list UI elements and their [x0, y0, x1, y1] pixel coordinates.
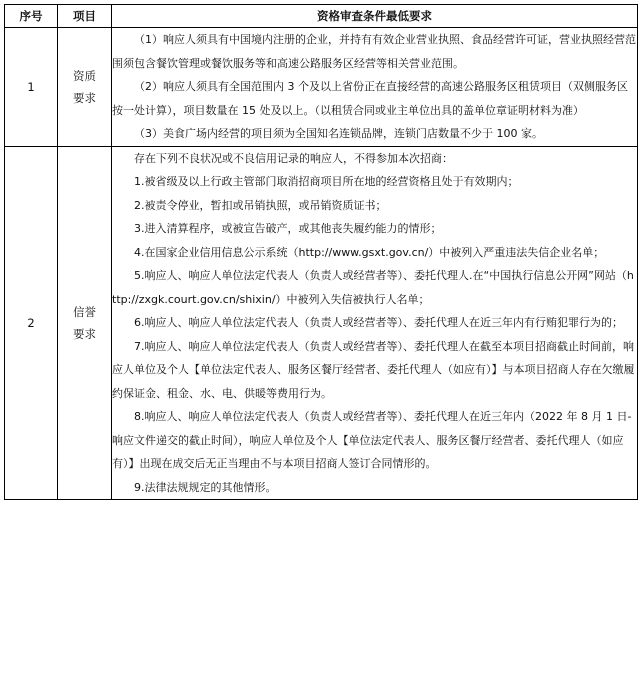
table-row [5, 28, 638, 147]
requirement-paragraph: 9.法律法规规定的其他情形。 [134, 480, 277, 494]
requirement-paragraph: 2.被责令停业，暂扣或吊销执照，或吊销资质证书； [134, 198, 387, 212]
requirement-paragraph: 1.被省级及以上行政主管部门取消招商项目所在地的经营资格且处于有效期内； [134, 175, 519, 188]
qualification-requirements-table [4, 4, 638, 500]
requirement-paragraph: （3）美食广场内经营的项目须为全国知名连锁品牌，连锁门店数量不少于 100 家。 [134, 127, 543, 140]
row-requirements [112, 146, 638, 500]
row-item [58, 28, 112, 147]
requirement-paragraph: 4.在国家企业信用信息公示系统（http://www.gsxt.gov.cn/）中被列入严重违法失信企业名单； [134, 245, 605, 259]
requirement-paragraph: 6.响应人、响应人单位法定代表人（负责人或经营者等）、委托代理人在近三年内有行贿犯罪行为的； [134, 316, 623, 329]
header-requirements: 资格审查条件最低要求 [112, 5, 638, 28]
requirement-paragraph: （2）响应人须具有全国范围内 3 个及以上省份正在直接经营的高速公路服务区租赁项目（双侧服务区按一处计算），项目数量在 15 处及以上。（以租赁合同或业主单位出具的盖单位章证明材料为准） [112, 80, 628, 117]
header-item: 项目 [58, 5, 112, 28]
row-seq: 2 [5, 146, 58, 500]
table-row [5, 146, 638, 500]
row-requirements [112, 28, 638, 147]
requirement-paragraph: （1）响应人须具有中国境内注册的企业，并持有有效企业营业执照、食品经营许可证，营业执照经营范围须包含餐饮管理或餐饮服务等和高速公路服务区经营等相关营业范围。 [112, 33, 636, 70]
row-item-label: 信誉要求 [73, 304, 96, 341]
header-seq: 序号 [5, 5, 58, 28]
requirement-paragraph: 7.响应人、响应人单位法定代表人（负责人或经营者等）、委托代理人在截至本项目招商截止时间前，响应人单位及个人【单位法定代表人、服务区餐厅经营者、委托代理人（如应有）】与本项目招商人存在欠缴履约保证金、租金、水、电、供暖等费用行为。 [112, 339, 635, 400]
requirement-paragraph: 存在下列不良状况或不良信用记录的响应人，不得参加本次招商： [134, 151, 453, 165]
row-item [58, 146, 112, 500]
requirement-paragraph: 3.进入清算程序，或被宣告破产，或其他丧失履约能力的情形； [134, 222, 442, 235]
table-header-row [5, 5, 638, 28]
requirement-paragraph: 8.响应人、响应人单位法定代表人（负责人或经营者等）、委托代理人在近三年内（2022 年 8 月 1 日-响应文件递交的截止时间），响应人单位及个人【单位法定代表人、服务区餐厅经营者、委托代理人（如应有）】出现在成交后无正当理由不与本项目招商人签订合同情形的。 [112, 410, 632, 470]
row-seq: 1 [5, 28, 58, 147]
row-item-label: 资质要求 [73, 68, 96, 105]
requirement-paragraph: 5.响应人、响应人单位法定代表人（负责人或经营者等）、委托代理人.在“中国执行信息公开网”网站（http://zxgk.court.gov.cn/shixin/）中被列入失信被执行人名单； [112, 269, 634, 306]
